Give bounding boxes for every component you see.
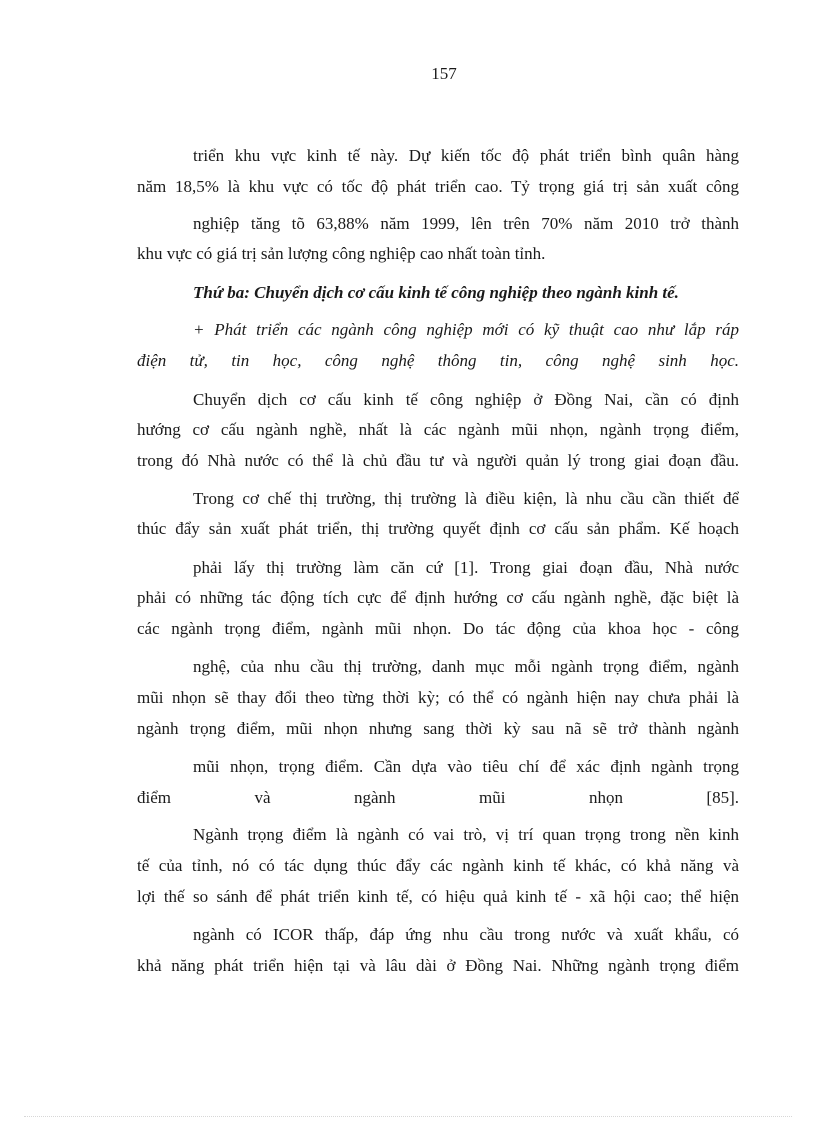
text-line: năm 18,5% là khu vực có tốc độ phát triển cao. Tỷ trọng giá trị sản xuất công: [137, 177, 739, 196]
page-number: 157: [431, 64, 457, 83]
text-line: + Phát triển các ngành công nghiệp mới có kỹ thuật cao như lắp ráp: [193, 320, 739, 339]
section-heading: Thứ ba: Chuyển dịch cơ cấu kinh tế công nghiệp theo ngành kinh tế.: [193, 283, 679, 302]
text-line: ngành trọng điểm, mũi nhọn nhưng sang thời kỳ sau nã sẽ trở thành ngành: [137, 719, 739, 738]
text-line: khu vực có giá trị sản lượng công nghiệp cao nhất toàn tỉnh.: [137, 244, 546, 263]
text-line: điện tử, tin học, công nghệ thông tin, công nghệ sinh học.: [137, 351, 739, 370]
text-line: Ngành trọng điểm là ngành có vai trò, vị trí quan trọng trong nền kinh: [193, 825, 739, 844]
text-line: ngành có ICOR thấp, đáp ứng nhu cầu trong nước và xuất khẩu, có: [193, 925, 739, 944]
text-line: Chuyển dịch cơ cấu kinh tế công nghiệp ở Đồng Nai, cần có định: [193, 390, 739, 409]
text-line: các ngành trọng điểm, ngành mũi nhọn. Do tác động của khoa học - công: [137, 619, 739, 638]
text-line: lợi thế so sánh để phát triển kinh tế, có hiệu quả kinh tế - xã hội cao; thể hiện: [137, 887, 739, 906]
text-line: triển khu vực kinh tế này. Dự kiến tốc độ phát triển bình quân hàng: [193, 146, 739, 165]
text-line: tế của tỉnh, nó có tác dụng thúc đẩy các ngành kinh tế khác, có khả năng và: [137, 856, 739, 875]
text-line: phải có những tác động tích cực để định hướng cơ cấu ngành nghề, đặc biệt là: [137, 588, 739, 607]
text-line: điểm và ngành mũi nhọn [85].: [137, 788, 739, 807]
text-line: mũi nhọn, trọng điểm. Cần dựa vào tiêu chí để xác định ngành trọng: [193, 757, 739, 776]
text-line: nghiệp tăng tõ 63,88% năm 1999, lên trên 70% năm 2010 trở thành: [193, 214, 739, 233]
text-line: khả năng phát triển hiện tại và lâu dài ở Đồng Nai. Những ngành trọng điểm: [137, 956, 739, 975]
text-line: trong đó Nhà nước có thể là chủ đầu tư và người quản lý trong giai đoạn đầu.: [137, 451, 739, 470]
text-line: Trong cơ chế thị trường, thị trường là điều kiện, là nhu cầu cần thiết để: [193, 489, 739, 508]
text-line: thúc đẩy sản xuất phát triển, thị trường quyết định cơ cấu sản phẩm. Kế hoạch: [137, 519, 739, 538]
text-line: phải lấy thị trường làm căn cứ [1]. Trong giai đoạn đầu, Nhà nước: [193, 558, 739, 577]
text-line: nghệ, của nhu cầu thị trường, danh mục mỗi ngành trọng điểm, ngành: [193, 657, 739, 676]
page-bottom-divider: [24, 1116, 792, 1117]
text-line: hướng cơ cấu ngành nghề, nhất là các ngành mũi nhọn, ngành trọng điểm,: [137, 420, 739, 439]
text-line: mũi nhọn sẽ thay đổi theo từng thời kỳ; có thể có ngành hiện nay chưa phải là: [137, 688, 739, 707]
